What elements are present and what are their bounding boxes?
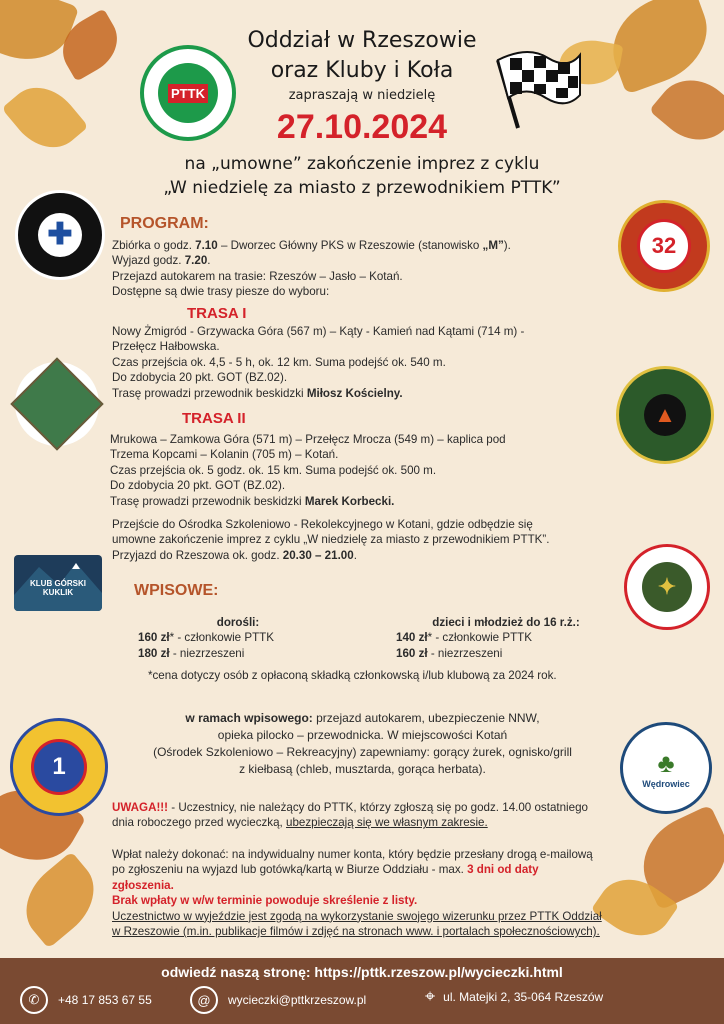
address-text: ul. Matejki 2, 35-064 Rzeszów — [443, 989, 604, 1004]
kolo-terenowe-number: 32 — [651, 233, 677, 258]
wedrowiec-label: Wędrowiec — [642, 778, 690, 789]
location-pin-icon: ⌖ — [425, 986, 436, 1006]
klub-gorski-label: KLUB GÓRSKI KUKLIK — [30, 579, 86, 597]
autumn-leaf-decoration — [1, 73, 88, 162]
header-invitation: zapraszają w niedzielę — [288, 88, 436, 103]
trasa2-section — [110, 432, 615, 509]
program-line: Zbiórka o godz. 7.10 – Dworzec Główny PKS w Rzeszowie (stanowisko „M”). — [112, 239, 511, 252]
program-line: Przejazd autokarem na trasie: Rzeszów – Jasło – Kotań. — [112, 269, 403, 283]
autumn-leaf-decoration — [10, 851, 110, 948]
transfer-line: Przejście do Ośrodka Szkoleniowo - Rekolekcyjnego w Kotani, gdzie odbędzie się — [112, 518, 533, 531]
program-heading: PROGRAM: — [120, 215, 209, 232]
header-title-line1: Oddział w Rzeszowie — [247, 28, 477, 53]
fire-icon: ▲ — [654, 402, 676, 427]
header-title-line2: oraz Kluby i Koła — [270, 58, 454, 83]
website-link[interactable]: odwiedź naszą stronę: https://pttk.rzeszow.pl/wycieczki.html — [161, 964, 563, 980]
program-section — [112, 238, 612, 300]
phone-number: +48 17 853 67 55 — [58, 993, 152, 1007]
included-line: w ramach wpisowego: przejazd autokarem, ubezpieczenie NNW, — [185, 711, 540, 725]
trasa1-heading: TRASA I — [187, 305, 247, 322]
event-description-line1: na „umowne” zakończenie imprez z cyklu — [184, 154, 540, 174]
adults-fee-row: 180 zł - niezrzeszeni — [138, 646, 245, 660]
compass-club-logo — [624, 544, 710, 630]
adults-fee-row: 160 zł* - członkowie PTTK — [138, 631, 274, 645]
kids-fee-row: 140 zł* - członkowie PTTK — [396, 631, 532, 645]
included-line: z kiełbasą (chleb, musztarda, gorąca herbata). — [239, 762, 486, 776]
payment-line: Brak wpłaty w w/w terminie powoduje skreślenie z listy. — [112, 894, 418, 908]
trasa1-line: Czas przejścia ok. 4,5 - 5 h, ok. 12 km. Suma podejść ok. 540 m. — [112, 355, 446, 369]
trasa2-line: Trzema Kopcami – Kolanin (705 m) – Kotań. — [110, 448, 339, 462]
pttk-logo-text: PTTK — [168, 84, 208, 103]
klub-gorski-kuklik-logo — [14, 555, 102, 611]
payment-line: po zgłoszeniu na wyjazd lub gotówką/kartą w Biurze Oddziału - max. 3 dni od daty — [112, 863, 539, 877]
trasa1-line: Przełęcz Hałbowska. — [112, 340, 220, 354]
klub-pol-survival-logo — [616, 366, 714, 464]
program-line: Wyjazd godz. 7.20. — [112, 254, 211, 268]
at-icon: @ — [190, 986, 218, 1014]
included-line: (Ośrodek Szkoleniowo – Rekreacyjny) zapewniamy: gorący żurek, ognisko/grill — [153, 745, 572, 759]
kids-fee-row: 160 zł - niezrzeszeni — [396, 646, 503, 660]
klub-seniora-logo — [10, 718, 108, 816]
warning-line: dnia roboczego przed wycieczką, ubezpieczają się we własnym zakresie. — [112, 816, 488, 830]
payment-line: Uczestnictwo w wyjeździe jest zgodą na wykorzystanie swojego wizerunku przez PTTK Oddział — [112, 909, 602, 923]
payment-line: w Rzeszowie (m.in. publikacje filmów i zdjęć na stronach www. i portalach społecznościowych). — [112, 925, 600, 939]
warning-section — [112, 800, 620, 831]
trasa2-line: Mrukowa – Zamkowa Góra (571 m) – Przełęcz Mrocza (549 m) – kaplica pod — [110, 433, 506, 446]
kolo-przewodnikow-logo — [15, 190, 105, 280]
trasa1-line: Do zdobycia 20 pkt. GOT (BZ.02). — [112, 371, 288, 385]
klub-seniora-number: 1 — [52, 753, 66, 780]
payment-section — [112, 847, 632, 939]
phone-contact[interactable] — [20, 986, 152, 1014]
email-contact[interactable] — [190, 986, 366, 1014]
phone-icon: ✆ — [20, 986, 48, 1014]
wedrowiec-logo — [620, 722, 712, 814]
fee-footnote: *cena dotyczy osób z opłaconą składką członkowską i/lub klubową za 2024 rok. — [148, 669, 557, 682]
transfer-line: Przyjazd do Rzeszowa ok. godz. 20.30 – 21.00. — [112, 548, 357, 562]
trasa1-line: Trasę prowadzi przewodnik beskidzki Miłosz Kościelny. — [112, 386, 403, 400]
transfer-section — [112, 517, 617, 563]
email-address: wycieczki@pttkrzeszow.pl — [228, 993, 367, 1007]
adults-fee-section — [138, 615, 338, 661]
hiker-icon: ♣ — [657, 747, 675, 778]
kolo-terenowe-logo — [618, 200, 710, 292]
trasa2-line: Czas przejścia ok. 5 godz. ok. 15 km. Suma podejść ok. 500 m. — [110, 463, 437, 477]
compass-icon: ✦ — [657, 574, 677, 599]
kids-fee-section — [396, 615, 616, 661]
trasa2-heading: TRASA II — [182, 410, 246, 427]
included-section — [110, 710, 615, 778]
footer — [0, 958, 724, 1024]
event-date: 27.10.2024 — [276, 108, 448, 146]
program-line: Dostępne są dwie trasy piesze do wyboru: — [112, 285, 330, 299]
trasa1-section — [112, 324, 617, 401]
address-contact — [425, 986, 603, 1007]
klub-emblem-logo — [15, 362, 99, 446]
trasa2-line: Do zdobycia 20 pkt. GOT (BZ.02). — [110, 479, 286, 493]
transfer-line: umowne zakończenie imprez z cyklu „W niedzielę za miasto z przewodnikiem PTTK”. — [112, 533, 550, 547]
payment-line: zgłoszenia. — [112, 878, 174, 892]
trasa2-line: Trasę prowadzi przewodnik beskidzki Marek Korbecki. — [110, 494, 395, 508]
wpisowe-heading: WPISOWE: — [134, 582, 219, 599]
trasa1-line: Nowy Żmigród - Grzywacka Góra (567 m) – Kąty - Kamień nad Kątami (714 m) - — [112, 325, 525, 338]
warning-line: UWAGA!!! - Uczestnicy, nie należący do PTTK, którzy zgłoszą się po godz. 14.00 ostatniego — [112, 801, 588, 814]
adults-heading: dorośli: — [216, 616, 260, 629]
cross-icon: ✚ — [47, 218, 73, 251]
event-description-line2: „W niedzielę za miasto z przewodnikiem PTTK” — [163, 178, 561, 198]
included-line: opieka pilocko – przewodnicka. W miejscowości Kotań — [217, 728, 508, 742]
payment-line: Wpłat należy dokonać: na indywidualny numer konta, który będzie przesłany drogą e-mailową — [112, 848, 593, 861]
kids-heading: dzieci i młodzież do 16 r.ż.: — [432, 616, 580, 629]
